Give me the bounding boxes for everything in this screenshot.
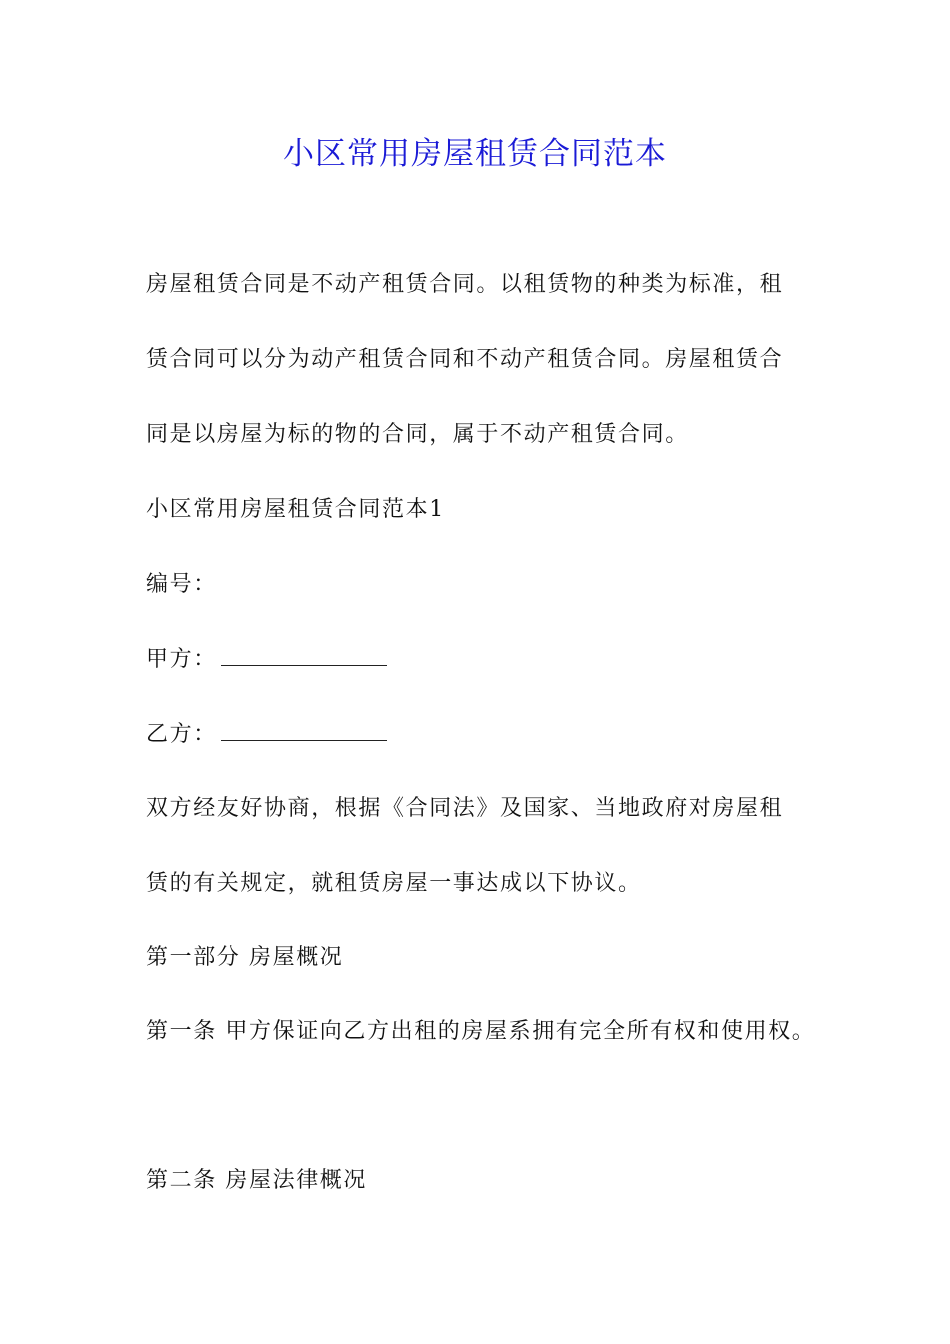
number-label: 编号： bbox=[146, 572, 217, 597]
part1-heading: 第一部分 房屋概况 bbox=[146, 945, 344, 970]
article-1: 第一条 甲方保证向乙方出租的房屋系拥有完全所有权和使用权。 bbox=[146, 1019, 816, 1044]
intro-line-2: 赁合同可以分为动产租赁合同和不动产租赁合同。房屋租赁合 bbox=[146, 347, 784, 372]
party-b-row bbox=[146, 720, 387, 750]
agreement-line-2: 赁的有关规定，就租赁房屋一事达成以下协议。 bbox=[146, 871, 642, 896]
sample-heading: 小区常用房屋租赁合同范本1 bbox=[146, 497, 445, 522]
party-a-label: 甲方： bbox=[146, 647, 217, 672]
intro-line-3: 同是以房屋为标的物的合同，属于不动产租赁合同。 bbox=[146, 422, 689, 447]
document-title: 小区常用房屋租赁合同范本 bbox=[283, 136, 667, 172]
article-2-heading: 第二条 房屋法律概况 bbox=[146, 1168, 367, 1193]
party-b-label: 乙方： bbox=[146, 722, 217, 747]
party-a-row bbox=[146, 645, 387, 675]
party-b-blank-line bbox=[221, 722, 387, 741]
party-a-blank-line bbox=[221, 647, 387, 666]
agreement-line-1: 双方经友好协商，根据《合同法》及国家、当地政府对房屋租 bbox=[146, 796, 784, 821]
intro-line-1: 房屋租赁合同是不动产租赁合同。以租赁物的种类为标准，租 bbox=[146, 272, 784, 297]
